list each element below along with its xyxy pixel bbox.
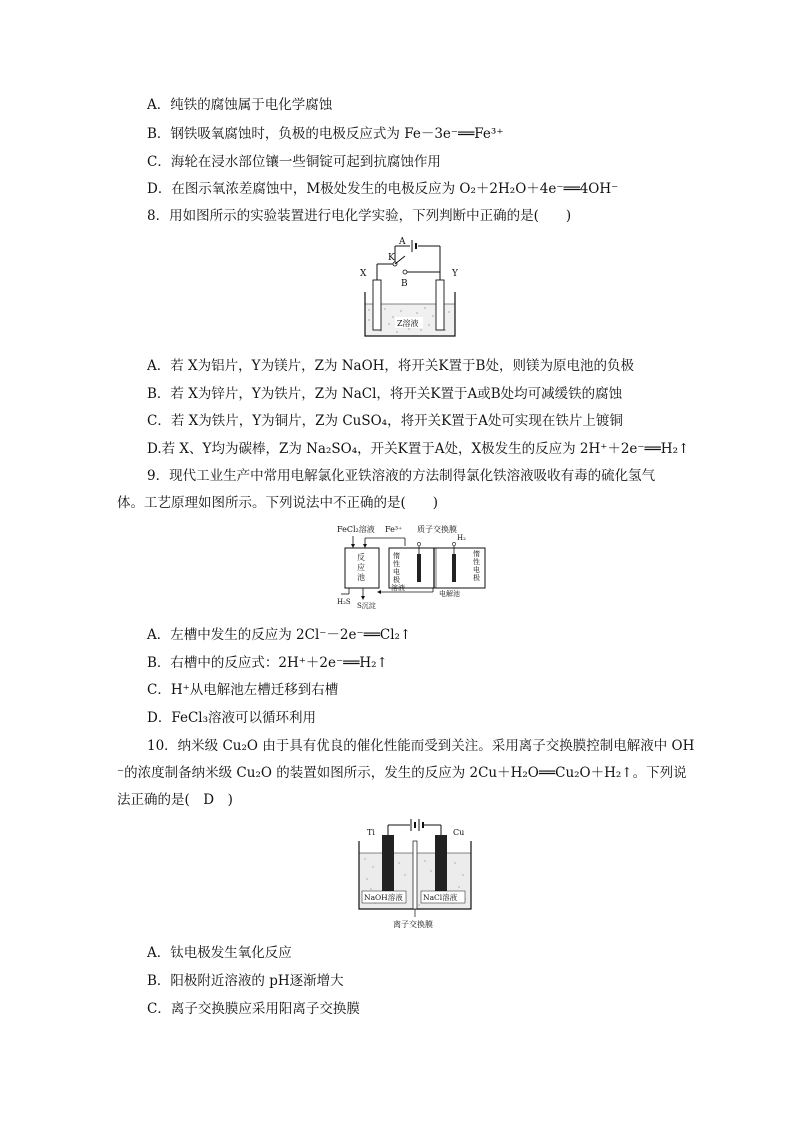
q9-inert-4: 极 bbox=[393, 576, 400, 584]
q9-inert-r4: 极 bbox=[473, 574, 480, 582]
q9-inert-r1: 惰 bbox=[473, 550, 480, 558]
q9-inert-1: 惰 bbox=[393, 552, 400, 560]
q8-option-b: B．若 X为锌片，Y为铁片，Z为 NaCl，将开关K置于A或B处均可减缓铁的腐蚀 bbox=[147, 386, 623, 402]
q10-stem-line1: 10．纳米级 Cu₂O 由于具有优良的催化性能而受到关注。采用离子交换膜控制电解液中 OH bbox=[147, 738, 695, 754]
q7-option-d: D．在图示氧浓差腐蚀中，M极处发生的电极反应为 O₂＋2H₂O＋4e⁻══4OH⁻ bbox=[147, 181, 619, 197]
q9-reactor-3: 池 bbox=[357, 573, 365, 582]
q8-label-b: B bbox=[401, 279, 408, 289]
q8-option-d: D.若 X、Y均为碳棒，Z为 Na₂SO₄，开关K置于A处，X极发生的反应为 2H⁺＋2e⁻══H₂↑ bbox=[147, 441, 690, 457]
q8-label-a: A bbox=[399, 237, 406, 247]
q8-figure bbox=[355, 234, 465, 346]
q8-solution-label: Z溶液 bbox=[397, 319, 419, 328]
q10-option-c: C．离子交换膜应采用阳离子交换膜 bbox=[147, 1001, 360, 1017]
q10-option-a: A．钛电极发生氧化反应 bbox=[147, 945, 292, 961]
q7-option-a: A．纯铁的腐蚀属于电化学腐蚀 bbox=[147, 97, 333, 113]
q9-inert-2: 性 bbox=[393, 560, 400, 568]
q9-option-a: A．左槽中发生的反应为 2Cl⁻－2e⁻══Cl₂↑ bbox=[147, 627, 412, 643]
q9-inert-r2: 性 bbox=[473, 558, 480, 566]
q7-option-c: C．海轮在浸水部位镶一些铜锭可起到抗腐蚀作用 bbox=[147, 154, 441, 170]
q9-option-b: B．右槽中的反应式：2H⁺＋2e⁻══H₂↑ bbox=[147, 655, 388, 671]
q9-figure bbox=[335, 520, 495, 610]
q10-cu-label: Cu bbox=[453, 828, 465, 837]
q9-stem-line2: 体。工艺原理如图所示。下列说法中不正确的是( ) bbox=[117, 495, 439, 511]
q9-reactor-2: 应 bbox=[357, 563, 365, 572]
q10-ti-label: Ti bbox=[367, 828, 375, 837]
q9-s-label: S沉淀 bbox=[357, 602, 376, 610]
q10-nacl-label: NaCl溶液 bbox=[423, 893, 458, 902]
q9-membrane-label: 质子交换膜 bbox=[417, 525, 457, 534]
q8-stem: 8．用如图所示的实验装置进行电化学实验，下列判断中正确的是( ) bbox=[147, 208, 572, 224]
q8-label-y: Y bbox=[452, 269, 458, 279]
q9-reactor-1: 反 bbox=[357, 553, 365, 562]
q9-inert-3: 电 bbox=[393, 568, 400, 576]
q8-label-x: X bbox=[360, 269, 367, 279]
q8-label-k: K bbox=[388, 253, 395, 263]
q9-option-d: D．FeCl₃溶液可以循环利用 bbox=[147, 710, 317, 726]
q10-stem-line2: ⁻的浓度制备纳米级 Cu₂O 的装置如图所示，发生的反应为 2Cu＋H₂O══Cu₂O＋H₂↑。下列说 bbox=[117, 765, 687, 781]
q9-fecl2-label: FeCl₂溶液 bbox=[337, 525, 375, 534]
q10-figure bbox=[355, 815, 475, 933]
q10-membrane-label: 离子交换膜 bbox=[393, 920, 433, 929]
q9-solution-label: 溶液 bbox=[391, 584, 405, 592]
q8-option-c: C．若 X为铁片，Y为铜片，Z为 CuSO₄，将开关K置于A处可实现在铁片上镀铜 bbox=[147, 413, 623, 429]
q9-h2s-label: H₂S bbox=[337, 598, 351, 606]
q10-naoh-label: NaOH溶液 bbox=[364, 893, 403, 902]
q8-option-a: A．若 X为铝片，Y为镁片，Z为 NaOH，将开关K置于B处，则镁为原电池的负极 bbox=[147, 358, 634, 374]
q7-option-b: B．钢铁吸氧腐蚀时，负极的电极反应式为 Fe－3e⁻══Fe³⁺ bbox=[147, 126, 504, 142]
q9-fe3-label: Fe³⁺ bbox=[385, 525, 403, 534]
q9-option-c: C．H⁺从电解池左槽迁移到右槽 bbox=[147, 682, 339, 698]
q9-cell-label: 电解池 bbox=[439, 590, 460, 598]
q9-stem-line1: 9．现代工业生产中常用电解氯化亚铁溶液的方法制得氯化铁溶液吸收有毒的硫化氢气 bbox=[147, 468, 656, 484]
q9-h2-label: H₂ bbox=[457, 534, 466, 542]
q9-inert-r3: 电 bbox=[473, 566, 480, 574]
q10-stem-line3: 法正确的是( D ) bbox=[117, 792, 233, 808]
q10-option-b: B．阳极附近溶液的 pH逐渐增大 bbox=[147, 973, 344, 989]
